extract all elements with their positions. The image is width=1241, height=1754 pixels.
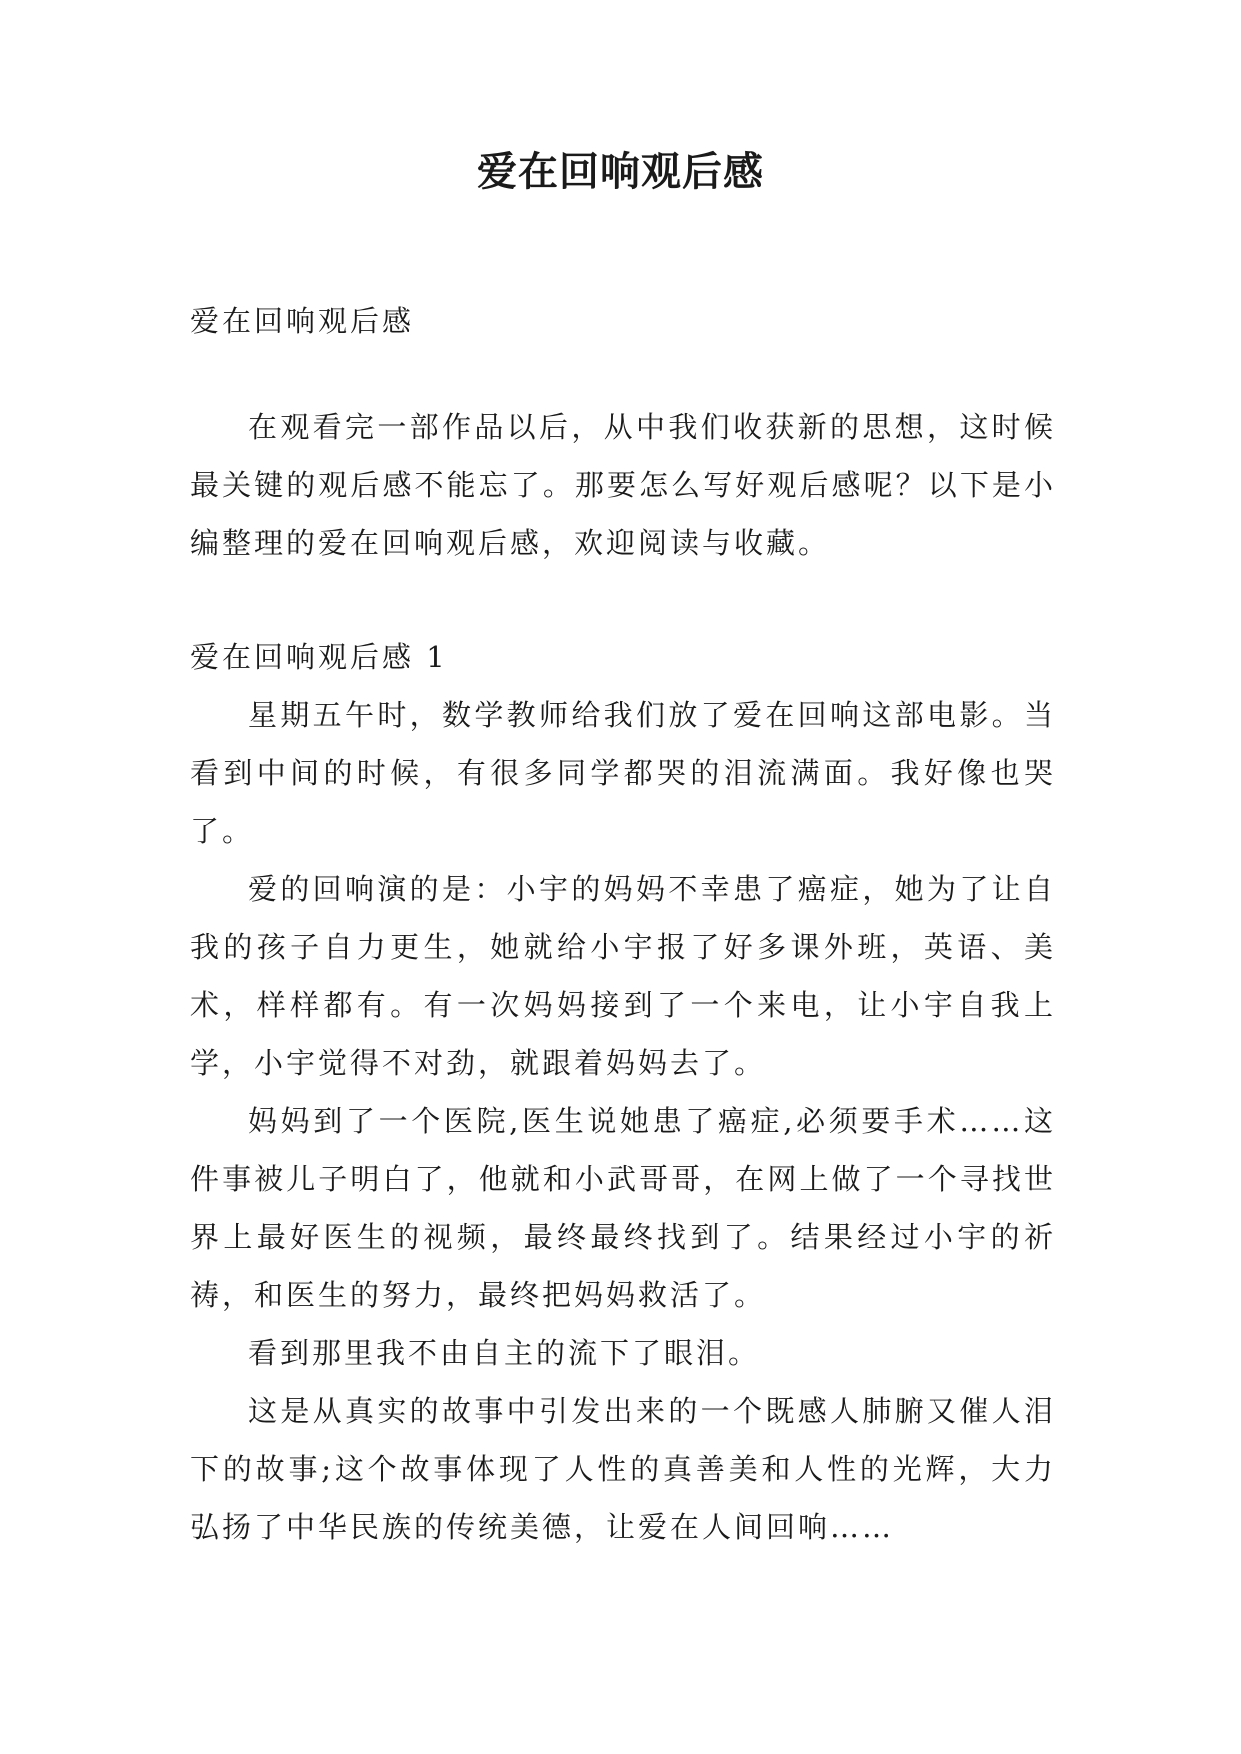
- body-paragraph-2: 爱的回响演的是：小宇的妈妈不幸患了癌症，她为了让自我的孩子自力更生，她就给小宇报了好多课外班，英语、美术，样样都有。有一次妈妈接到了一个来电，让小宇自我上学，小宇觉得不对劲，就跟着妈妈去了。: [190, 872, 1056, 1080]
- document-title: 爱在回响观后感: [477, 148, 764, 195]
- document-body: [190, 292, 1056, 1556]
- section-heading: 爱在回响观后感 1: [190, 640, 448, 674]
- intro-paragraph: 在观看完一部作品以后，从中我们收获新的思想，这时候最关键的观后感不能忘了。那要怎么写好观后感呢？以下是小编整理的爱在回响观后感，欢迎阅读与收藏。: [190, 410, 1056, 560]
- body-paragraph-1: 星期五午时，数学教师给我们放了爱在回响这部电影。当看到中间的时候，有很多同学都哭的泪流满面。我好像也哭了。: [190, 698, 1056, 848]
- body-paragraph-5: 这是从真实的故事中引发出来的一个既感人肺腑又催人泪下的故事;这个故事体现了人性的真善美和人性的光辉，大力弘扬了中华民族的传统美德，让爱在人间回响……: [190, 1394, 1056, 1544]
- body-paragraph-3: 妈妈到了一个医院,医生说她患了癌症,必须要手术……这件事被儿子明白了，他就和小武哥哥，在网上做了一个寻找世界上最好医生的视频，最终最终找到了。结果经过小宇的祈祷，和医生的努力，最终把妈妈救活了。: [190, 1104, 1056, 1312]
- body-paragraph-4: 看到那里我不由自主的流下了眼泪。: [248, 1336, 761, 1370]
- document-subtitle: 爱在回响观后感: [190, 304, 415, 338]
